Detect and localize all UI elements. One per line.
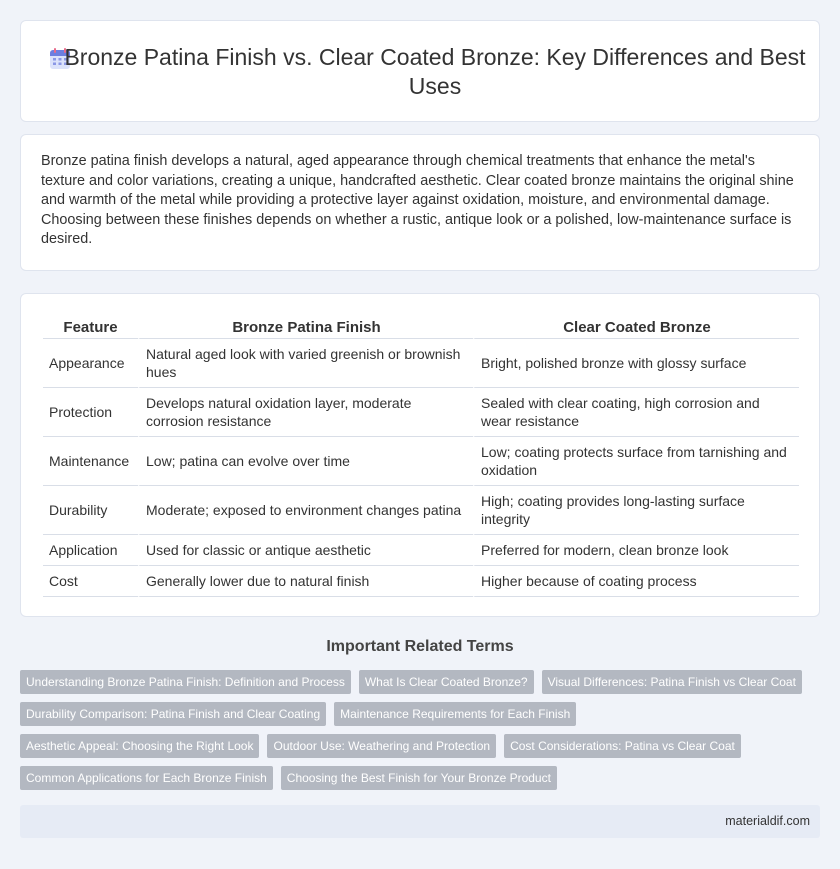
related-term-tag[interactable]: Choosing the Best Finish for Your Bronze Product (281, 766, 557, 790)
related-term-tag[interactable]: Outdoor Use: Weathering and Protection (267, 734, 496, 758)
comparison-table (43, 315, 799, 597)
table-row (43, 486, 799, 535)
footer (20, 805, 820, 838)
feature-cell: Durability (43, 486, 138, 535)
feature-cell: Appearance (43, 339, 138, 388)
title-card (20, 20, 820, 122)
header-clear-coat: Clear Coated Bronze (473, 315, 799, 339)
comparison-table-card (20, 293, 820, 617)
table-row (43, 566, 799, 597)
patina-cell: Low; patina can evolve over time (138, 437, 473, 486)
patina-cell: Moderate; exposed to environment changes patina (138, 486, 473, 535)
related-term-tag[interactable]: Cost Considerations: Patina vs Clear Coat (504, 734, 741, 758)
header-patina: Bronze Patina Finish (138, 315, 473, 339)
patina-cell: Used for classic or antique aesthetic (138, 535, 473, 566)
related-term-tag[interactable]: Aesthetic Appeal: Choosing the Right Look (20, 734, 259, 758)
site-link[interactable]: materialdif.com (725, 814, 810, 828)
clear-coat-cell: Low; coating protects surface from tarnishing and oxidation (473, 437, 799, 486)
feature-cell: Maintenance (43, 437, 138, 486)
table-row (43, 388, 799, 437)
related-term-tag[interactable]: Maintenance Requirements for Each Finish (334, 702, 576, 726)
clear-coat-cell: Preferred for modern, clean bronze look (473, 535, 799, 566)
intro-paragraph: Bronze patina finish develops a natural, aged appearance through chemical treatments that enhance the metal's texture and color variations, creating a unique, handcrafted aesthetic. Clear coated bronze maintains the original shine and warmth of the metal while providing a protective layer against oxidation, moisture, and environmental damage. Choosing between these finishes depends on whether a rustic, antique look or a polished, low-maintenance surface is desired. (41, 153, 794, 247)
related-terms-title: Important Related Terms (326, 638, 514, 655)
clear-coat-cell: Higher because of coating process (473, 566, 799, 597)
clear-coat-cell: Sealed with clear coating, high corrosion and wear resistance (473, 388, 799, 437)
table-row (43, 535, 799, 566)
feature-cell: Protection (43, 388, 138, 437)
related-term-tag[interactable]: What Is Clear Coated Bronze? (359, 670, 534, 694)
related-terms-tags (20, 670, 820, 798)
related-term-tag[interactable]: Visual Differences: Patina Finish vs Clear Coat (542, 670, 802, 694)
header-feature: Feature (43, 315, 138, 339)
table-header-row (43, 315, 799, 339)
clear-coat-cell: High; coating provides long-lasting surface integrity (473, 486, 799, 535)
feature-cell: Cost (43, 566, 138, 597)
feature-cell: Application (43, 535, 138, 566)
clear-coat-cell: Bright, polished bronze with glossy surface (473, 339, 799, 388)
related-term-tag[interactable]: Durability Comparison: Patina Finish and Clear Coating (20, 702, 326, 726)
table-row (43, 437, 799, 486)
intro-card (20, 134, 820, 271)
related-term-tag[interactable]: Common Applications for Each Bronze Finish (20, 766, 273, 790)
related-term-tag[interactable]: Understanding Bronze Patina Finish: Definition and Process (20, 670, 351, 694)
patina-cell: Generally lower due to natural finish (138, 566, 473, 597)
page-title: Bronze Patina Finish vs. Clear Coated Bronze: Key Differences and Best Uses (64, 44, 806, 99)
patina-cell: Natural aged look with varied greenish or brownish hues (138, 339, 473, 388)
table-row (43, 339, 799, 388)
patina-cell: Develops natural oxidation layer, moderate corrosion resistance (138, 388, 473, 437)
